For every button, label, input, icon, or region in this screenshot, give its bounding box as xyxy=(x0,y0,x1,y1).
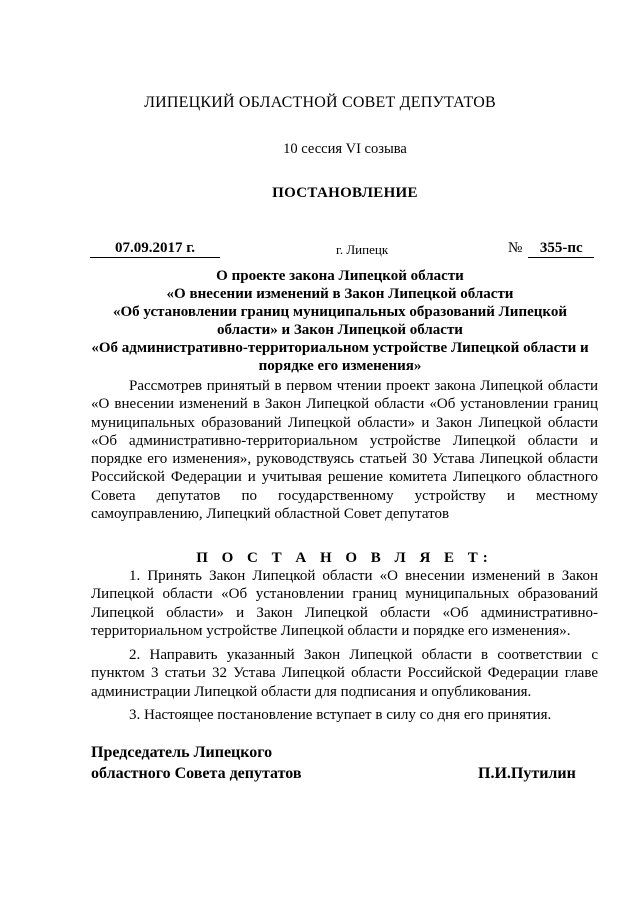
signatory-position xyxy=(91,742,302,784)
document-number-block xyxy=(508,240,594,258)
number-sign: № xyxy=(508,240,523,256)
signatory-name: П.И.Путилин xyxy=(478,765,576,782)
resolution-item-1: 1. Принять Закон Липецкой области «О внесении изменений в Закон Липецкой области «Об установлении границ муниципальных образований Липецкой области» и Закон Липецкой области «Об административно-территориальном устройстве Липецкой области и порядке его изменения». xyxy=(91,568,598,639)
title-line: области» и Закон Липецкой области xyxy=(217,322,463,338)
title-line: О проекте закона Липецкой области xyxy=(216,268,464,284)
document-number: 355-пс xyxy=(528,240,594,258)
document-type-heading: ПОСТАНОВЛЕНИЕ xyxy=(272,185,418,201)
session-label: 10 сессия VI созыва xyxy=(283,141,407,157)
title-line: «Об административно-территориальном устройстве Липецкой области и xyxy=(91,340,589,356)
document-date: 07.09.2017 г. xyxy=(90,240,220,258)
title-line: «О внесении изменений в Закон Липецкой области xyxy=(166,286,514,302)
title-line: «Об установлении границ муниципальных образований Липецкой xyxy=(113,304,567,320)
position-line: областного Совета депутатов xyxy=(91,765,302,782)
title-line: порядке его изменения» xyxy=(258,358,422,374)
resolution-item-2: 2. Направить указанный Закон Липецкой области в соответствии с пунктом 3 статьи 32 Устава Липецкой области Российской Федерации главе администрации Липецкой области для подписания и опубликования. xyxy=(91,647,598,700)
position-line: Председатель Липецкого xyxy=(91,744,273,761)
intro-paragraph: Рассмотрев принятый в первом чтении проект закона Липецкой области «О внесении изменений в Закон Липецкой области «Об установлении границ муниципальных образований Липецкой области» и Закон Липецкой области «Об административно-территориальном устройстве Липецкой области и порядке его изменения», руководствуясь статьей 30 Устава Липецкой области Российской Федерации и учитывая решение комитета Липецкого областного Совета депутатов по государственному устройству и местному самоуправлению, Липецкий областной Совет депутатов xyxy=(91,378,598,523)
resolves-heading: П О С Т А Н О В Л Я Е Т: xyxy=(196,550,493,566)
organization-header: ЛИПЕЦКИЙ ОБЛАСТНОЙ СОВЕТ ДЕПУТАТОВ xyxy=(144,94,496,111)
resolution-item-3: 3. Настоящее постановление вступает в силу со дня его принятия. xyxy=(129,707,552,723)
document-city: г. Липецк xyxy=(336,242,389,257)
document-title xyxy=(80,267,600,375)
